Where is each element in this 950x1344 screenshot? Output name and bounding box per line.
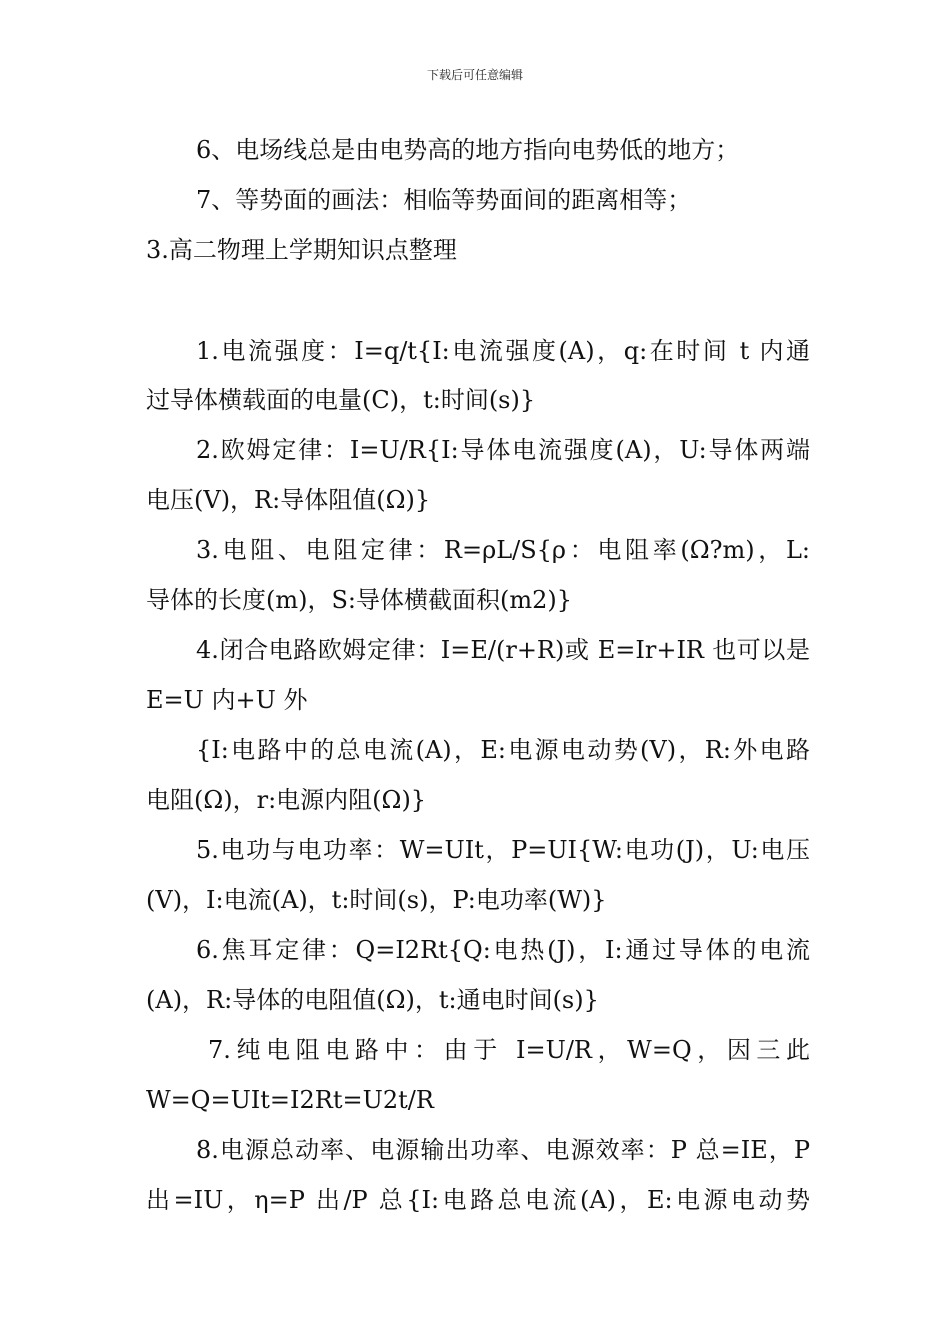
text-line-13: 电阻(Ω)，r:电源内阻(Ω)}: [146, 786, 427, 814]
text-line-4: 1.电流强度：I=q/t{I:电流强度(A)，q:在时间 t 内通: [196, 337, 810, 365]
text-line-6: 2.欧姆定律：I=U/R{I:导体电流强度(A)，U:导体两端: [196, 436, 810, 464]
text-line-2: 7、等势面的画法：相临等势面间的距离相等；: [196, 186, 692, 214]
text-line-16: 6.焦耳定律：Q=I2Rt{Q:电热(J)，I:通过导体的电流: [196, 936, 810, 964]
text-line-5: 过导体横载面的电量(C)，t:时间(s)}: [146, 386, 536, 414]
section-heading: 3.高二物理上学期知识点整理: [146, 236, 457, 264]
text-line-21: 出=IU，η=P 出/P 总{I:电路总电流(A)，E:电源电动势: [146, 1186, 810, 1214]
text-line-9: 导体的长度(m)，S:导体横截面积(m2)}: [146, 586, 573, 614]
text-line-14: 5.电功与电功率：W=UIt，P=UI{W:电功(J)，U:电压: [196, 836, 810, 864]
text-line-19: W=Q=UIt=I2Rt=U2t/R: [146, 1086, 434, 1114]
text-line-12: {I:电路中的总电流(A)，E:电源电动势(V)，R:外电路: [196, 736, 810, 764]
text-line-18: 7.纯电阻电路中：由于 I=U/R，W=Q，因三此: [208, 1036, 810, 1064]
text-line-1: 6、电场线总是由电势高的地方指向电势低的地方；: [196, 136, 740, 164]
text-line-8: 3.电阻、电阻定律：R=ρL/S{ρ：电阻率(Ω?m)，L:: [196, 536, 810, 564]
text-line-11: E=U 内+U 外: [146, 686, 308, 714]
page-header-note: 下载后可任意编辑: [426, 68, 523, 82]
text-line-17: (A)，R:导体的电阻值(Ω)，t:通电时间(s)}: [146, 986, 599, 1014]
text-line-10: 4.闭合电路欧姆定律：I=E/(r+R)或 E=Ir+IR 也可以是: [196, 636, 810, 664]
text-line-20: 8.电源总动率、电源输出功率、电源效率：P 总=IE，P: [196, 1136, 810, 1164]
text-line-15: (V)，I:电流(A)，t:时间(s)，P:电功率(W)}: [146, 886, 607, 914]
text-line-7: 电压(V)，R:导体阻值(Ω)}: [146, 486, 431, 514]
